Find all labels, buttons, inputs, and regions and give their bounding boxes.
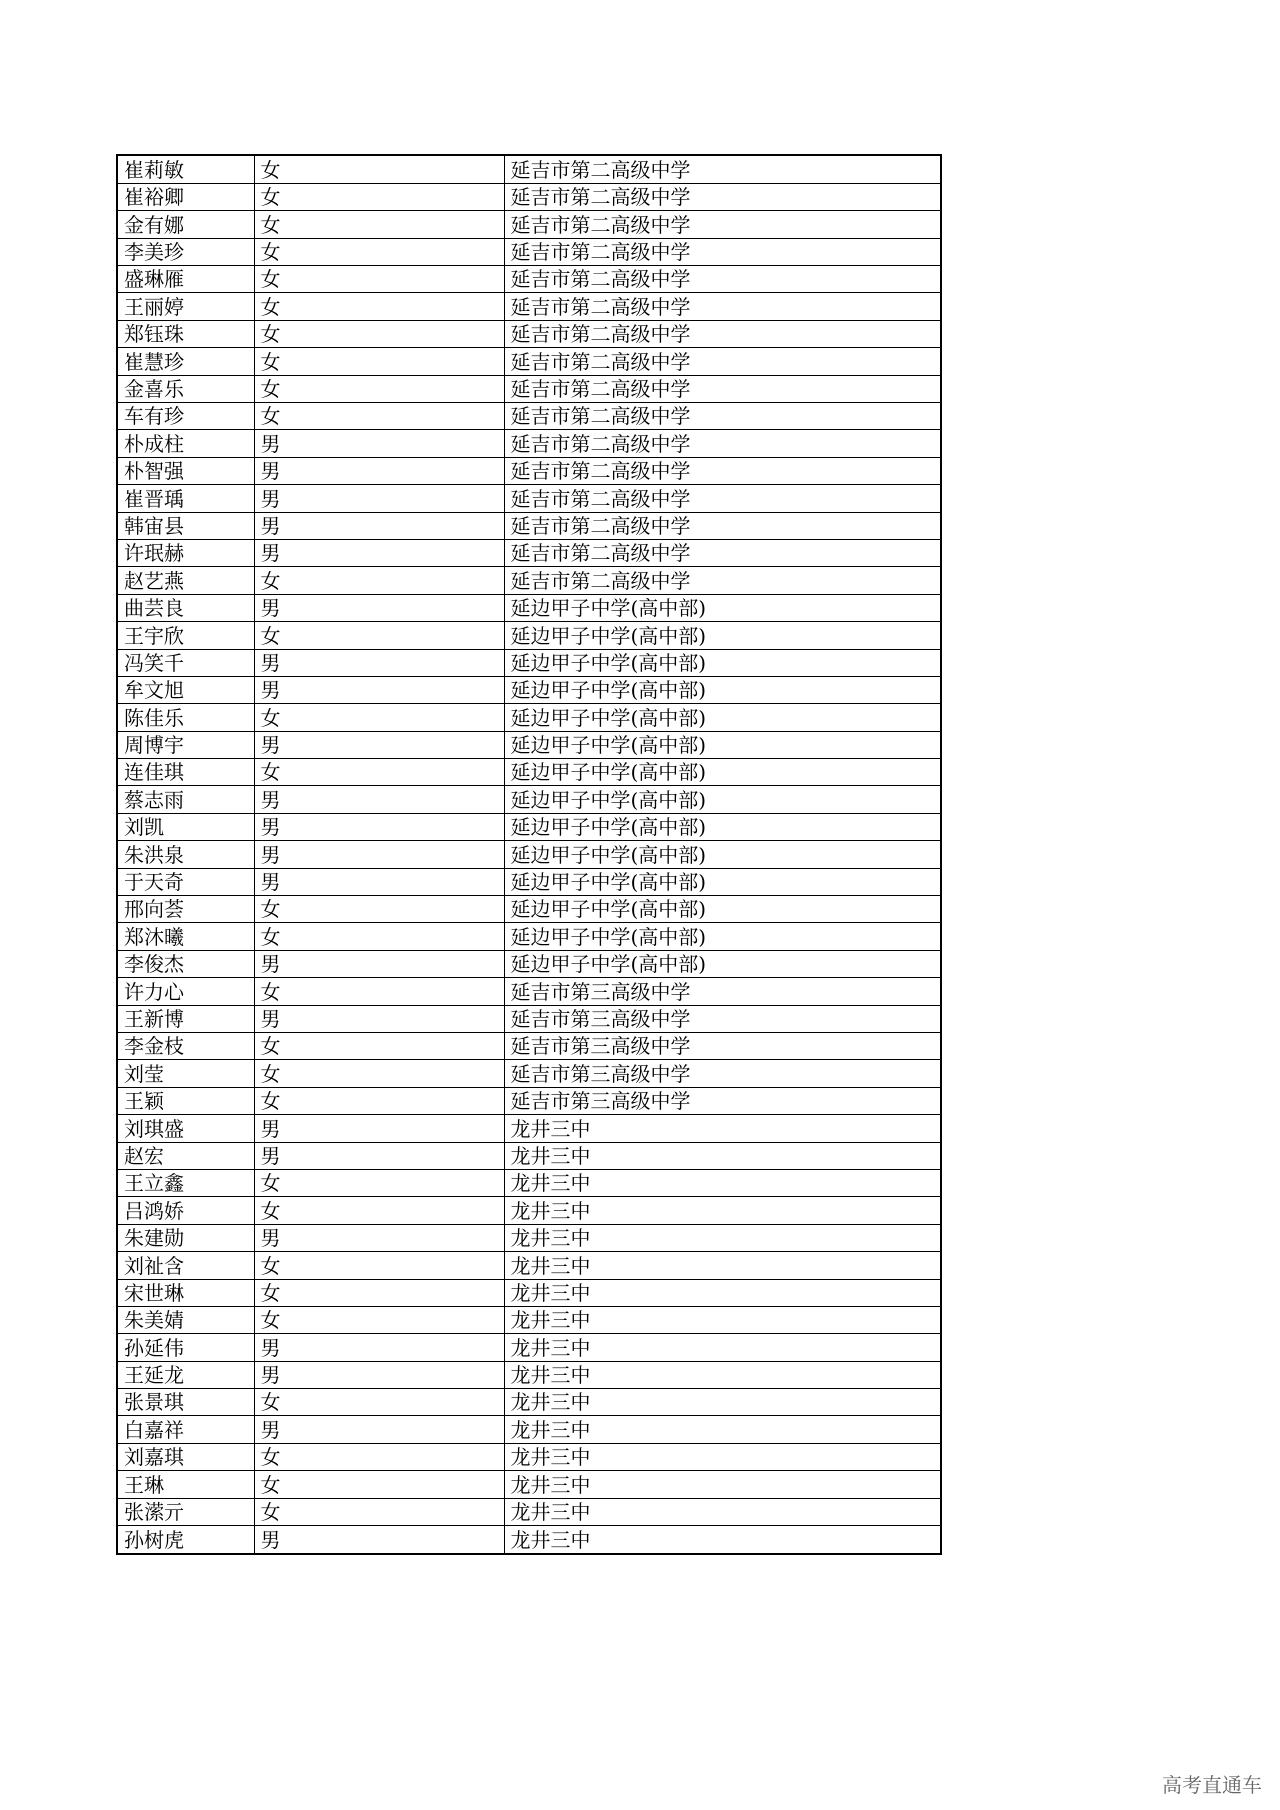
- table-row: [118, 1224, 940, 1251]
- school-cell: 延吉市第二高级中学: [504, 430, 940, 457]
- gender-cell: 女: [254, 1443, 504, 1470]
- school-cell: 延吉市第二高级中学: [504, 567, 940, 594]
- school-cell: 延边甲子中学(高中部): [504, 813, 940, 840]
- school-cell: 龙井三中: [504, 1224, 940, 1251]
- school-cell: 龙井三中: [504, 1306, 940, 1333]
- gender-cell: 女: [254, 1197, 504, 1224]
- school-cell: 延吉市第三高级中学: [504, 1005, 940, 1032]
- gender-cell: 男: [254, 813, 504, 840]
- gender-cell: 男: [254, 1115, 504, 1142]
- gender-cell: 女: [254, 1252, 504, 1279]
- school-cell: 延边甲子中学(高中部): [504, 923, 940, 950]
- gender-cell: 女: [254, 1033, 504, 1060]
- gender-cell: 女: [254, 704, 504, 731]
- roster-body: [118, 156, 940, 1553]
- school-cell: 延边甲子中学(高中部): [504, 896, 940, 923]
- table-row: [118, 1197, 940, 1224]
- school-cell: 延边甲子中学(高中部): [504, 759, 940, 786]
- table-row: [118, 594, 940, 621]
- gender-cell: 女: [254, 1471, 504, 1498]
- student-name-cell: 蔡志雨: [118, 786, 254, 813]
- school-cell: 延边甲子中学(高中部): [504, 649, 940, 676]
- gender-cell: 女: [254, 1169, 504, 1196]
- table-row: [118, 1033, 940, 1060]
- student-name-cell: 孙延伟: [118, 1334, 254, 1361]
- table-row: [118, 1142, 940, 1169]
- school-cell: 延边甲子中学(高中部): [504, 841, 940, 868]
- table-row: [118, 567, 940, 594]
- student-name-cell: 崔莉敏: [118, 156, 254, 183]
- student-name-cell: 孙树虎: [118, 1526, 254, 1553]
- student-name-cell: 金喜乐: [118, 375, 254, 402]
- gender-cell: 男: [254, 1005, 504, 1032]
- table-row: [118, 1005, 940, 1032]
- table-row: [118, 676, 940, 703]
- student-name-cell: 朴智强: [118, 457, 254, 484]
- student-name-cell: 王延龙: [118, 1361, 254, 1388]
- student-name-cell: 张潆亓: [118, 1498, 254, 1525]
- school-cell: 龙井三中: [504, 1416, 940, 1443]
- student-name-cell: 邢向荟: [118, 896, 254, 923]
- table-row: [118, 1361, 940, 1388]
- student-name-cell: 连佳琪: [118, 759, 254, 786]
- school-cell: 延吉市第三高级中学: [504, 1033, 940, 1060]
- school-cell: 延吉市第二高级中学: [504, 348, 940, 375]
- table-row: [118, 293, 940, 320]
- table-row: [118, 266, 940, 293]
- gender-cell: 男: [254, 430, 504, 457]
- student-name-cell: 周博宇: [118, 731, 254, 758]
- school-cell: 龙井三中: [504, 1471, 940, 1498]
- student-name-cell: 吕鸿娇: [118, 1197, 254, 1224]
- gender-cell: 女: [254, 403, 504, 430]
- student-name-cell: 王新博: [118, 1005, 254, 1032]
- gender-cell: 男: [254, 786, 504, 813]
- student-name-cell: 曲芸良: [118, 594, 254, 621]
- student-name-cell: 郑沐曦: [118, 923, 254, 950]
- roster-sheet: [116, 154, 942, 1555]
- table-row: [118, 786, 940, 813]
- gender-cell: 女: [254, 567, 504, 594]
- school-cell: 延边甲子中学(高中部): [504, 676, 940, 703]
- table-row: [118, 1471, 940, 1498]
- gender-cell: 女: [254, 183, 504, 210]
- table-row: [118, 1389, 940, 1416]
- student-name-cell: 崔慧珍: [118, 348, 254, 375]
- table-row: [118, 156, 940, 183]
- table-row: [118, 1306, 940, 1333]
- school-cell: 龙井三中: [504, 1279, 940, 1306]
- table-row: [118, 813, 940, 840]
- school-cell: 龙井三中: [504, 1142, 940, 1169]
- watermark-text: 高考直通车: [1162, 1773, 1262, 1797]
- gender-cell: 男: [254, 594, 504, 621]
- school-cell: 龙井三中: [510, 1527, 591, 1552]
- table-row: [118, 375, 940, 402]
- gender-cell: 女: [254, 1306, 504, 1333]
- gender-cell: 女: [254, 293, 504, 320]
- student-name-cell: 刘莹: [118, 1060, 254, 1087]
- gender-cell: 女: [254, 923, 504, 950]
- school-cell: 延吉市第三高级中学: [504, 1060, 940, 1087]
- roster-table: [118, 156, 940, 1553]
- table-row: [118, 485, 940, 512]
- gender-cell: 男: [254, 1526, 504, 1553]
- table-row: [118, 1169, 940, 1196]
- school-cell: 延边甲子中学(高中部): [504, 950, 940, 977]
- student-name-cell: 于天奇: [118, 868, 254, 895]
- table-row: [118, 348, 940, 375]
- student-name-cell: 刘凯: [118, 813, 254, 840]
- student-name-cell: 宋世琳: [118, 1279, 254, 1306]
- gender-cell: 女: [254, 375, 504, 402]
- table-row: [118, 978, 940, 1005]
- student-name-cell: 车有珍: [118, 403, 254, 430]
- table-row: [118, 403, 940, 430]
- table-row: [118, 759, 940, 786]
- gender-cell: 男: [254, 676, 504, 703]
- student-name-cell: 赵宏: [118, 1142, 254, 1169]
- gender-cell: 男: [254, 1224, 504, 1251]
- table-row: [118, 430, 940, 457]
- gender-cell: 男: [254, 512, 504, 539]
- student-name-cell: 牟文旭: [118, 676, 254, 703]
- gender-cell: 男: [254, 1334, 504, 1361]
- school-cell: 延吉市第二高级中学: [504, 266, 940, 293]
- school-cell: 延边甲子中学(高中部): [504, 704, 940, 731]
- student-name-cell: 许珉赫: [118, 539, 254, 566]
- gender-cell: 女: [254, 156, 504, 183]
- school-cell: 延吉市第二高级中学: [504, 457, 940, 484]
- gender-cell: 男: [254, 1142, 504, 1169]
- gender-cell: 男: [254, 841, 504, 868]
- table-row: [118, 457, 940, 484]
- school-cell: 延吉市第二高级中学: [504, 183, 940, 210]
- student-name-cell: 李美珍: [118, 238, 254, 265]
- table-row: [118, 1526, 940, 1553]
- table-row: [118, 704, 940, 731]
- school-cell: 龙井三中: [504, 1197, 940, 1224]
- student-name-cell: 朱洪泉: [118, 841, 254, 868]
- school-cell: 延吉市第二高级中学: [504, 375, 940, 402]
- school-cell: 延边甲子中学(高中部): [504, 868, 940, 895]
- student-name-cell: 王琳: [118, 1471, 254, 1498]
- student-name-cell: 冯笑千: [118, 649, 254, 676]
- gender-cell: 男: [254, 457, 504, 484]
- table-row: [118, 868, 940, 895]
- table-row: [118, 841, 940, 868]
- school-cell: 延边甲子中学(高中部): [504, 622, 940, 649]
- table-row: [118, 923, 940, 950]
- gender-cell: 男: [254, 731, 504, 758]
- table-row: [118, 1115, 940, 1142]
- student-name-cell: 李金枝: [118, 1033, 254, 1060]
- table-row: [118, 1334, 940, 1361]
- table-row: [118, 238, 940, 265]
- student-name-cell: 朴成柱: [118, 430, 254, 457]
- table-row: [118, 1252, 940, 1279]
- student-name-cell: 陈佳乐: [118, 704, 254, 731]
- gender-cell: 女: [254, 1279, 504, 1306]
- school-cell: 延吉市第二高级中学: [504, 320, 940, 347]
- table-row: [118, 1060, 940, 1087]
- gender-cell: 女: [254, 1389, 504, 1416]
- student-name-cell: 许力心: [118, 978, 254, 1005]
- student-name-cell: 王立鑫: [118, 1169, 254, 1196]
- gender-cell: 女: [254, 348, 504, 375]
- student-name-cell: 刘琪盛: [118, 1115, 254, 1142]
- gender-cell: 女: [254, 211, 504, 238]
- student-name-cell: 赵艺燕: [118, 567, 254, 594]
- school-cell: 延边甲子中学(高中部): [504, 594, 940, 621]
- gender-cell: 女: [254, 759, 504, 786]
- table-row: [118, 211, 940, 238]
- gender-cell: 女: [254, 978, 504, 1005]
- gender-cell: 女: [254, 896, 504, 923]
- gender-cell: 女: [254, 622, 504, 649]
- school-cell: 延吉市第三高级中学: [504, 978, 940, 1005]
- student-name-cell: 崔裕卿: [118, 183, 254, 210]
- school-cell: 龙井三中: [504, 1361, 940, 1388]
- table-row: [118, 539, 940, 566]
- student-name-cell: 刘祉含: [118, 1252, 254, 1279]
- school-cell: 延吉市第二高级中学: [504, 211, 940, 238]
- school-cell: 延吉市第二高级中学: [504, 539, 940, 566]
- school-cell: 延吉市第二高级中学: [504, 156, 940, 183]
- gender-cell: 女: [254, 1087, 504, 1114]
- student-name-cell: 刘嘉琪: [118, 1443, 254, 1470]
- school-cell: 龙井三中: [504, 1389, 940, 1416]
- table-row: [118, 512, 940, 539]
- table-row: [118, 183, 940, 210]
- gender-cell: 男: [254, 950, 504, 977]
- gender-cell: 男: [254, 649, 504, 676]
- student-name-cell: 郑钰珠: [118, 320, 254, 347]
- school-cell: 延吉市第二高级中学: [504, 293, 940, 320]
- student-name-cell: 金有娜: [118, 211, 254, 238]
- student-name-cell: 盛琳雁: [118, 266, 254, 293]
- gender-cell: 女: [254, 1498, 504, 1525]
- table-row: [118, 731, 940, 758]
- table-row: [118, 1087, 940, 1114]
- table-row: [118, 622, 940, 649]
- school-cell: 龙井三中: [504, 1443, 940, 1470]
- student-name-cell: 李俊杰: [118, 950, 254, 977]
- student-name-cell: 张景琪: [118, 1389, 254, 1416]
- gender-cell: 男: [254, 1416, 504, 1443]
- gender-cell: 女: [254, 320, 504, 347]
- school-cell: 延吉市第二高级中学: [504, 485, 940, 512]
- gender-cell: 女: [254, 238, 504, 265]
- gender-cell: 男: [254, 485, 504, 512]
- school-cell: 延边甲子中学(高中部): [504, 731, 940, 758]
- table-row: [118, 1443, 940, 1470]
- gender-cell: 女: [254, 266, 504, 293]
- school-cell: 龙井三中: [504, 1252, 940, 1279]
- table-row: [118, 1416, 940, 1443]
- school-cell: 龙井三中: [504, 1115, 940, 1142]
- school-cell: 延边甲子中学(高中部): [504, 786, 940, 813]
- table-row: [118, 950, 940, 977]
- school-cell: 龙井三中: [504, 1169, 940, 1196]
- student-name-cell: 崔晋瑀: [118, 485, 254, 512]
- student-name-cell: 韩宙县: [118, 512, 254, 539]
- school-cell: 延吉市第二高级中学: [504, 403, 940, 430]
- gender-cell: 男: [254, 539, 504, 566]
- school-cell: 延吉市第二高级中学: [504, 512, 940, 539]
- gender-cell: 男: [254, 1361, 504, 1388]
- gender-cell: 女: [254, 1060, 504, 1087]
- table-row: [118, 896, 940, 923]
- student-name-cell: 朱美婧: [118, 1306, 254, 1333]
- student-name-cell: 王宇欣: [118, 622, 254, 649]
- school-cell: 龙井三中: [504, 1334, 940, 1361]
- table-row: [118, 649, 940, 676]
- school-cell: 延吉市第三高级中学: [504, 1087, 940, 1114]
- school-cell: 延吉市第二高级中学: [504, 238, 940, 265]
- student-name-cell: 王颖: [118, 1087, 254, 1114]
- school-cell: 龙井三中: [504, 1498, 940, 1525]
- student-name-cell: 朱建勋: [118, 1224, 254, 1251]
- table-row: [118, 1279, 940, 1306]
- student-name-cell: 王丽婷: [118, 293, 254, 320]
- table-row: [118, 320, 940, 347]
- student-name-cell: 白嘉祥: [118, 1416, 254, 1443]
- table-row: [118, 1498, 940, 1525]
- gender-cell: 男: [254, 868, 504, 895]
